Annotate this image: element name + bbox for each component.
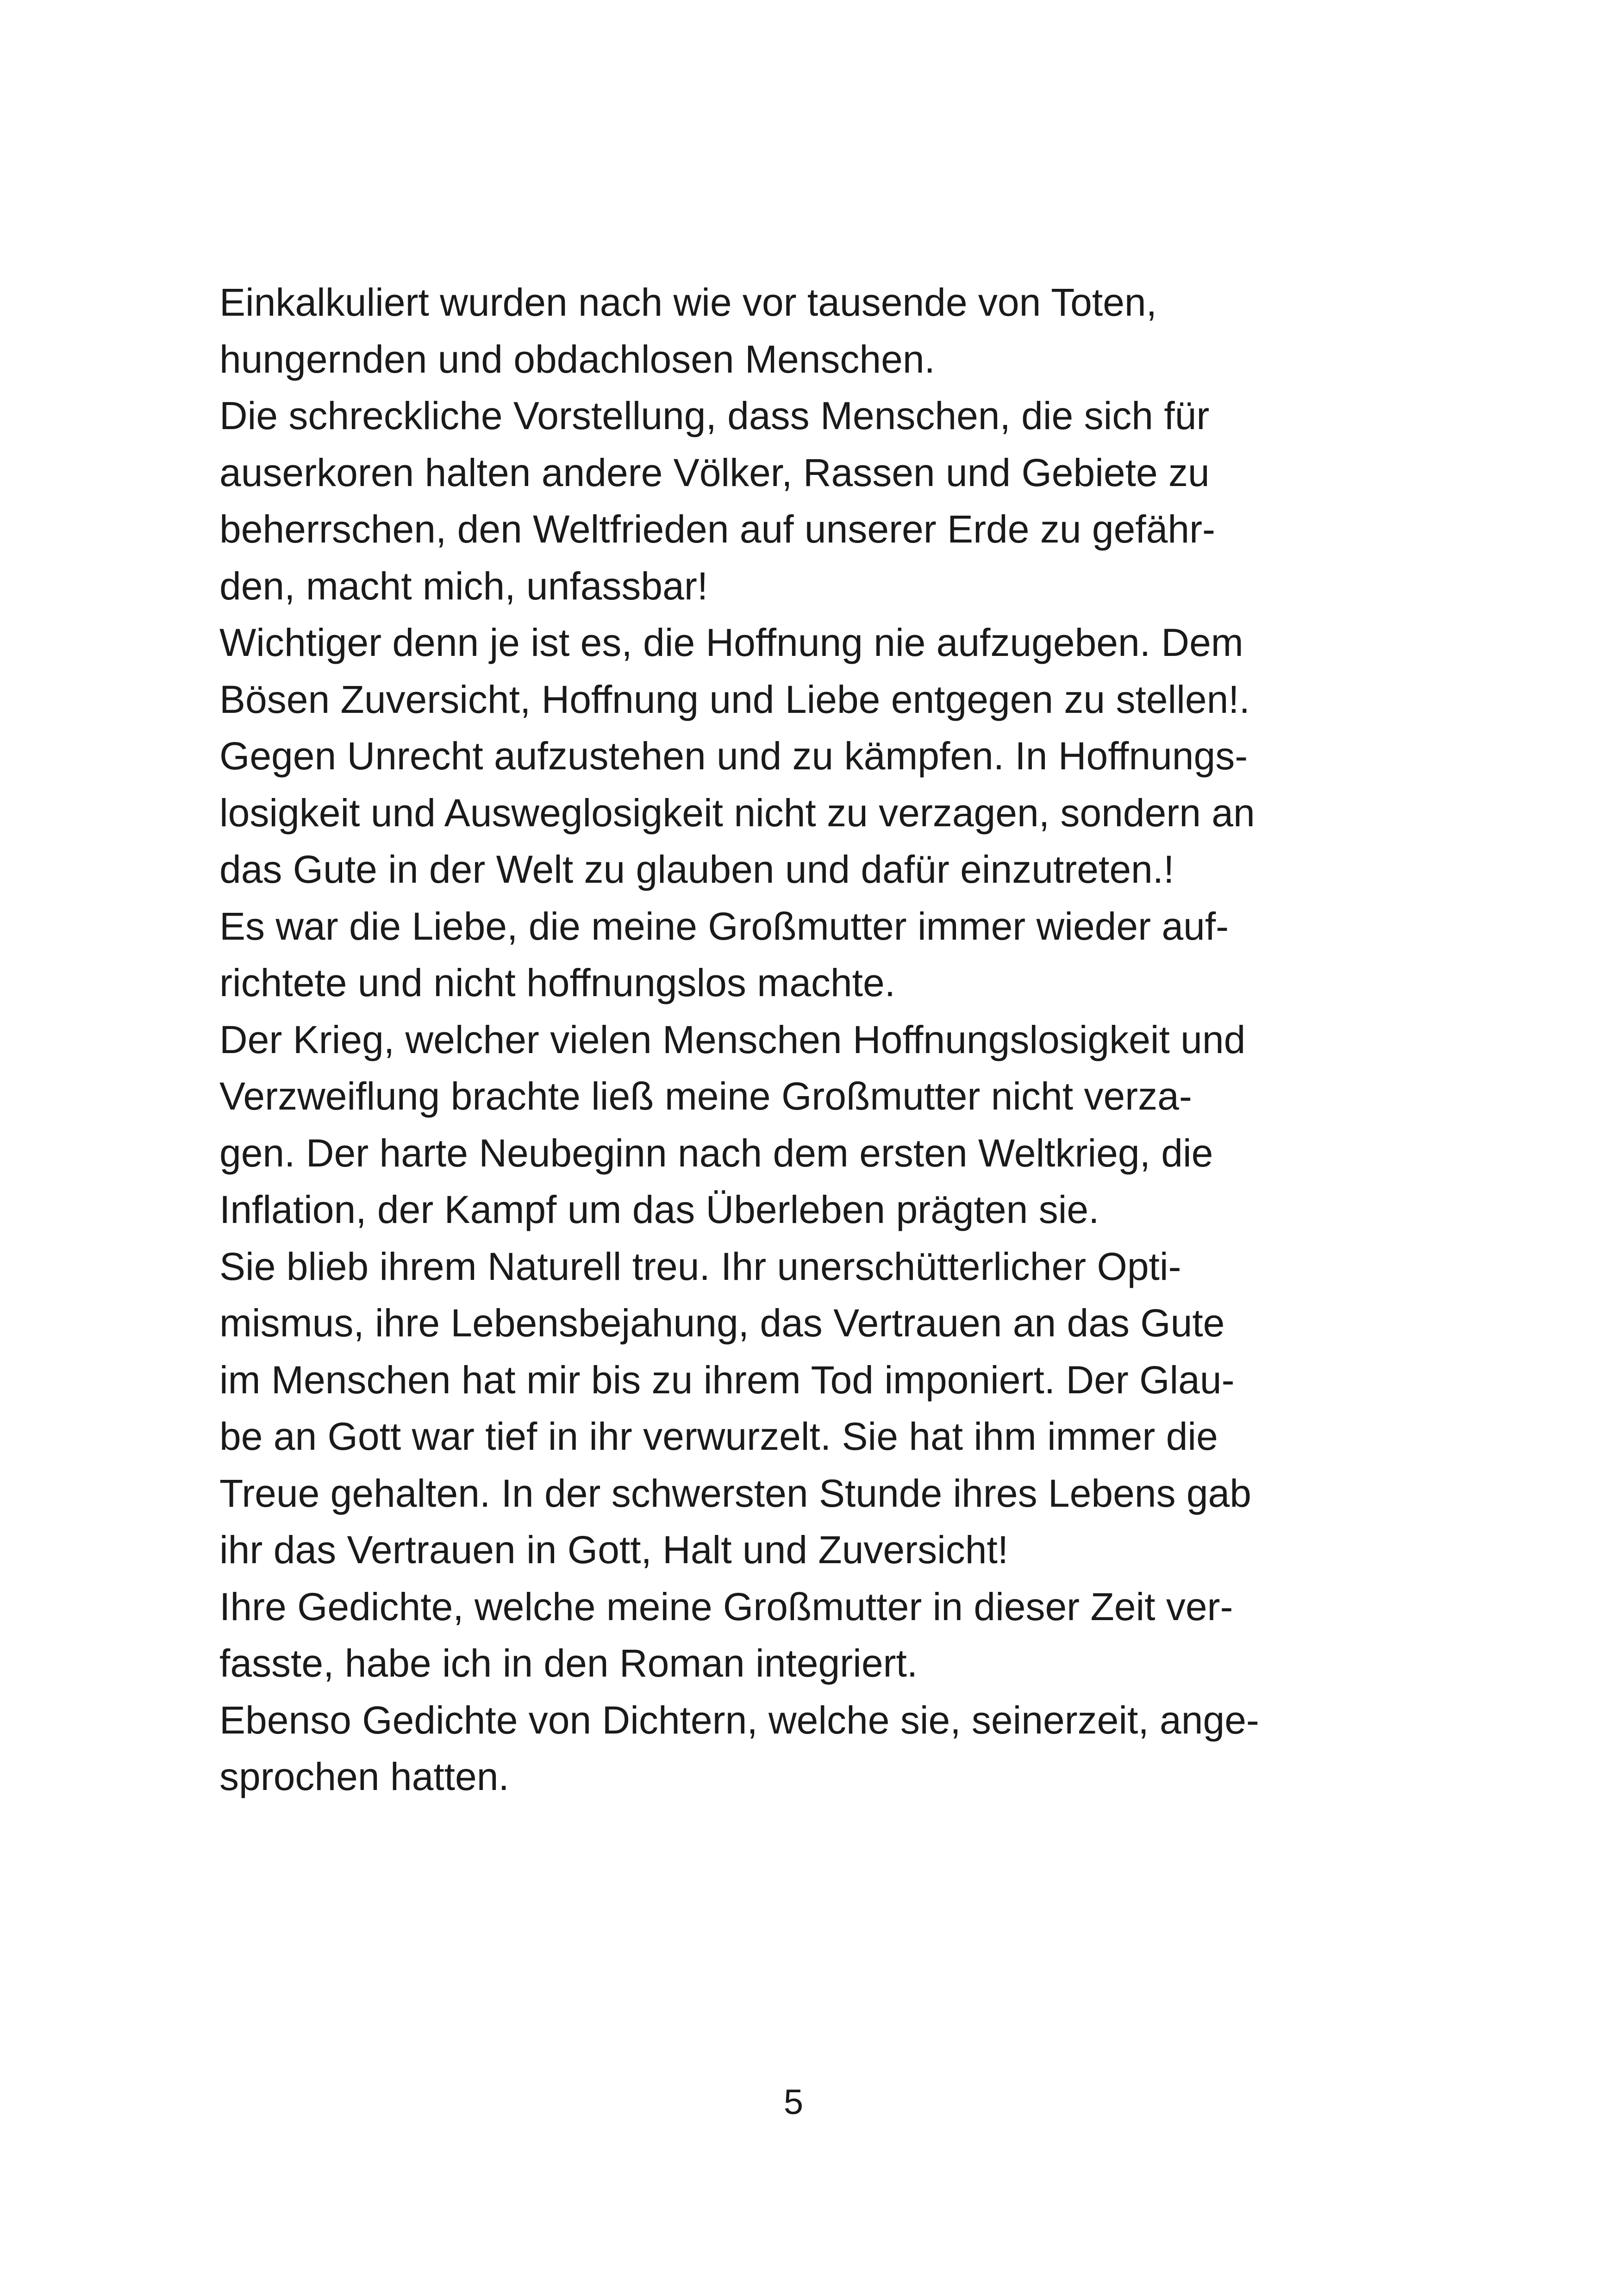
- text-line: Bösen Zuversicht, Hoffnung und Liebe entgegen zu stellen!.: [219, 677, 1250, 721]
- text-line: Ihre Gedichte, welche meine Großmutter in dieser Zeit ver-: [219, 1584, 1233, 1628]
- text-line: Die schreckliche Vorstellung, dass Menschen, die sich für: [219, 394, 1210, 437]
- text-line: richtete und nicht hoffnungslos machte.: [219, 961, 896, 1004]
- page-number: 5: [783, 2083, 804, 2122]
- text-line: den, macht mich, unfassbar!: [219, 564, 708, 608]
- text-line: beherrschen, den Weltfrieden auf unserer Erde zu gefähr-: [219, 507, 1216, 551]
- text-line: auserkoren halten andere Völker, Rassen und Gebiete zu: [219, 450, 1210, 494]
- text-line: im Menschen hat mir bis zu ihrem Tod imponiert. Der Glau-: [219, 1358, 1235, 1402]
- text-line: Treue gehalten. In der schwersten Stunde ihres Lebens gab: [219, 1471, 1251, 1515]
- text-line: losigkeit und Ausweglosigkeit nicht zu verzagen, sondern an: [219, 791, 1255, 835]
- text-line: sprochen hatten.: [219, 1755, 509, 1798]
- text-line: das Gute in der Welt zu glauben und dafür einzutreten.!: [219, 848, 1174, 891]
- text-line: mismus, ihre Lebensbejahung, das Vertrauen an das Gute: [219, 1301, 1225, 1345]
- body-text: [219, 274, 1423, 1805]
- text-line: ihr das Vertrauen in Gott, Halt und Zuversicht!: [219, 1528, 1009, 1572]
- text-line: Inflation, der Kampf um das Überleben prägten sie.: [219, 1188, 1099, 1231]
- text-line: hungernden und obdachlosen Menschen.: [219, 337, 935, 381]
- text-line: fasste, habe ich in den Roman integriert.: [219, 1641, 918, 1685]
- text-line: Es war die Liebe, die meine Großmutter immer wieder auf-: [219, 904, 1229, 948]
- text-line: Sie blieb ihrem Naturell treu. Ihr unerschütterlicher Opti-: [219, 1244, 1181, 1288]
- text-line: gen. Der harte Neubeginn nach dem ersten Weltkrieg, die: [219, 1131, 1213, 1175]
- text-line: be an Gott war tief in ihr verwurzelt. Sie hat ihm immer die: [219, 1415, 1218, 1458]
- text-line: Ebenso Gedichte von Dichtern, welche sie, seinerzeit, ange-: [219, 1698, 1259, 1742]
- text-line: Der Krieg, welcher vielen Menschen Hoffnungslosigkeit und: [219, 1017, 1246, 1061]
- text-line: Gegen Unrecht aufzustehen und zu kämpfen. In Hoffnungs-: [219, 734, 1248, 778]
- text-line: Verzweiflung brachte ließ meine Großmutter nicht verza-: [219, 1074, 1192, 1118]
- text-line: Einkalkuliert wurden nach wie vor tausende von Toten,: [219, 281, 1157, 324]
- text-line: Wichtiger denn je ist es, die Hoffnung nie aufzugeben. Dem: [219, 621, 1243, 664]
